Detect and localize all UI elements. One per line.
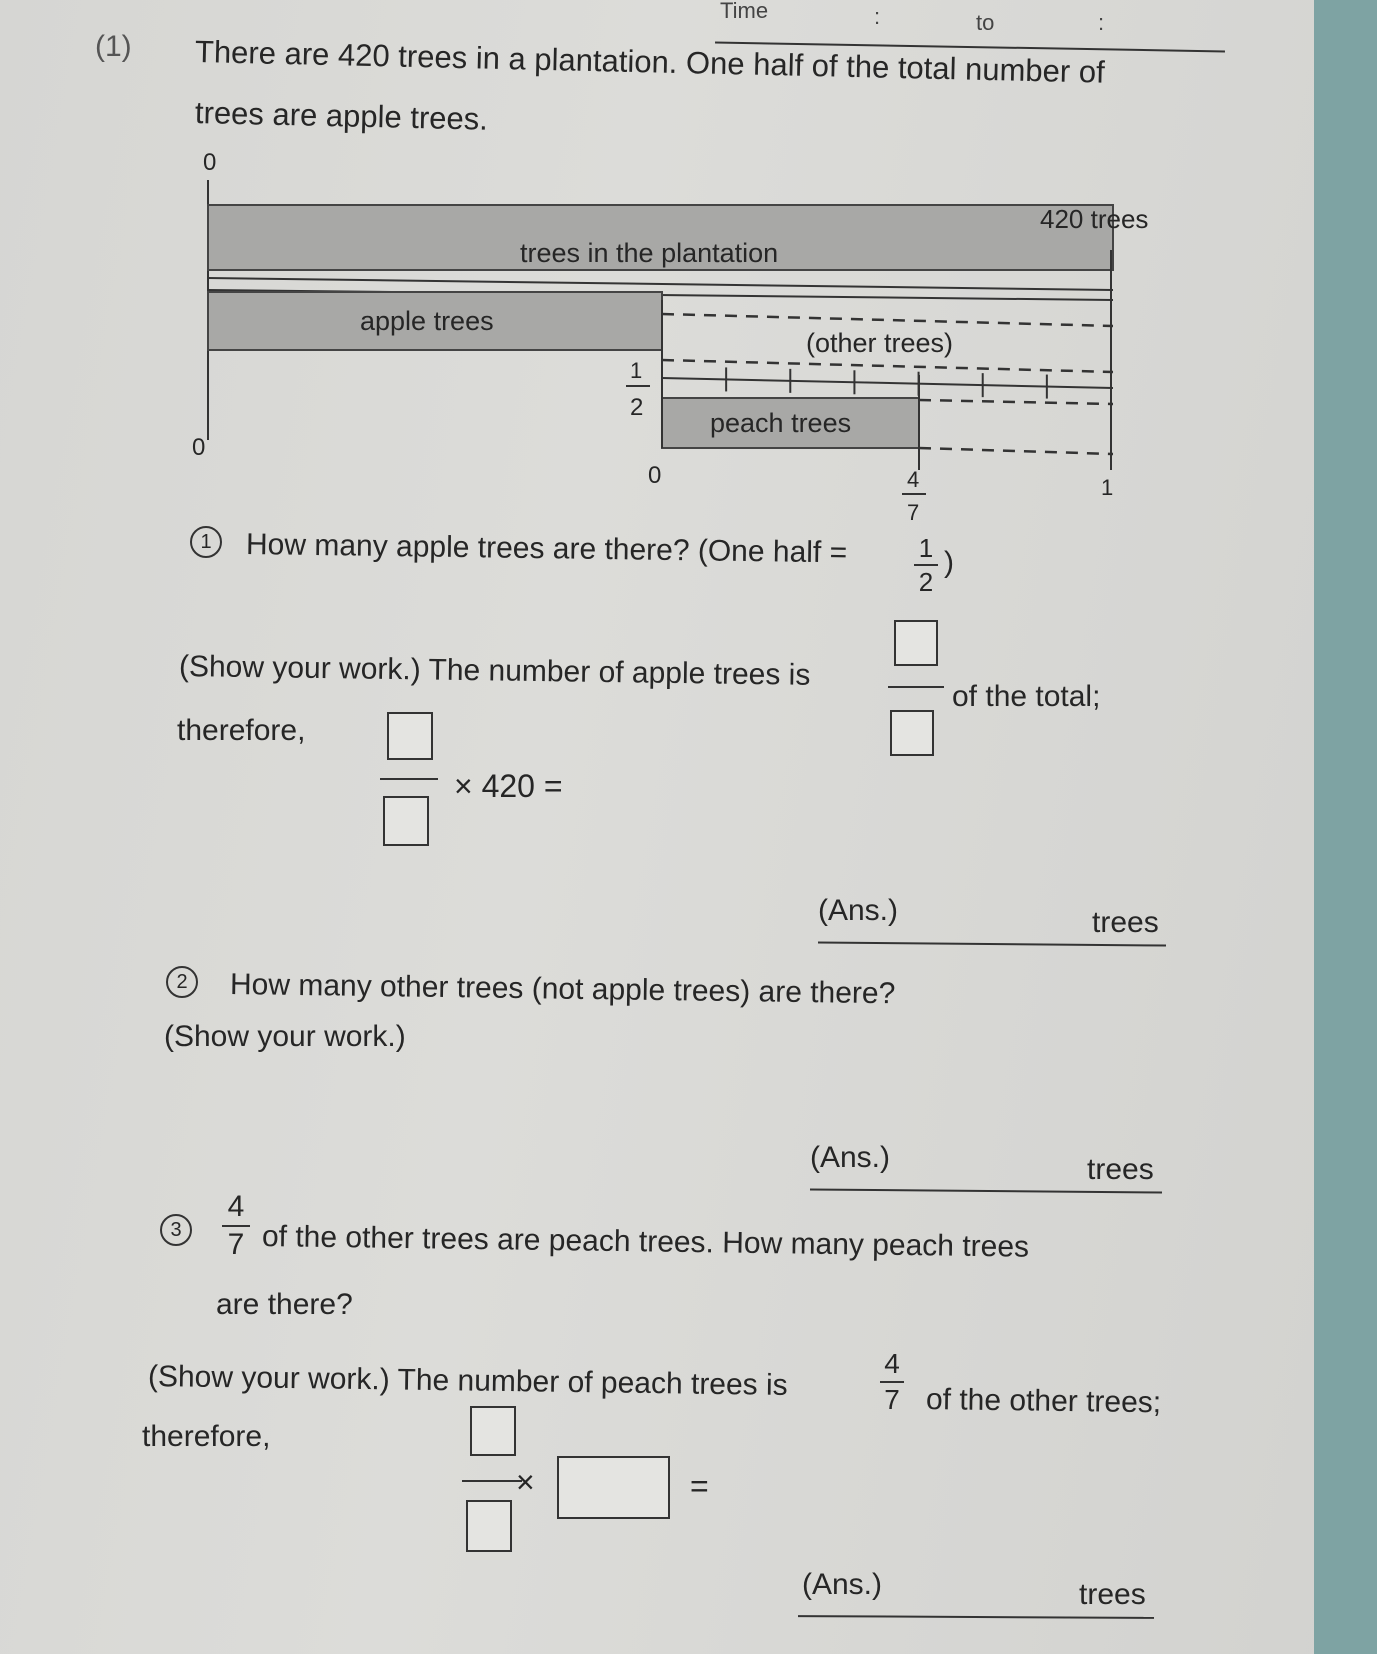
times-sign: × <box>516 1464 535 1500</box>
plantation-label: trees in the plantation <box>520 238 779 268</box>
problem-text: trees are apple trees. <box>194 95 489 137</box>
q1-work-tail: of the total; <box>952 680 1101 713</box>
numerator-answer-box[interactable] <box>894 620 938 666</box>
frac-den: 7 <box>907 500 920 525</box>
denominator-answer-box[interactable] <box>383 796 429 846</box>
mid-zero-label: 0 <box>648 462 662 489</box>
problem-number: (1) <box>95 30 132 63</box>
to-label: to <box>976 10 995 35</box>
equals-sign: = <box>690 1468 709 1504</box>
q2-work-text: (Show your work.) <box>164 1020 406 1053</box>
q3-unit: trees <box>1079 1578 1146 1611</box>
numerator-answer-box[interactable] <box>470 1406 516 1456</box>
q1-answer-line[interactable] <box>818 941 1166 946</box>
half-den: 2 <box>630 394 644 421</box>
peach-label: peach trees <box>710 408 852 438</box>
q3-fraction: 4 7 <box>222 1192 250 1260</box>
q3-work-text: (Show your work.) The number of peach trees is <box>147 1360 788 1402</box>
q3-answer-line[interactable] <box>798 1615 1154 1619</box>
question-marker-3: 3 <box>160 1214 192 1246</box>
question-marker-1: 1 <box>190 526 222 558</box>
denominator-answer-box[interactable] <box>890 710 934 756</box>
q1-unit: trees <box>1092 906 1159 939</box>
q3-ans-label: (Ans.) <box>802 1568 883 1601</box>
denominator-answer-box[interactable] <box>466 1500 512 1552</box>
top-zero-label: 0 <box>203 149 217 176</box>
q1-half: 1 2 <box>914 535 938 595</box>
time-colon: : <box>874 4 881 29</box>
q3-work-tail: of the other trees; <box>925 1383 1162 1420</box>
q2-unit: trees <box>1087 1153 1154 1186</box>
q2-text: How many other trees (not apple trees) are there? <box>229 968 896 1011</box>
q3-text: of the other trees are peach trees. How many peach trees <box>261 1220 1030 1264</box>
problem-text: There are 420 trees in a plantation. One half of the total number of <box>194 34 1106 90</box>
time-label: Time <box>720 0 769 23</box>
q3-text-2: are there? <box>216 1288 353 1321</box>
numerator-answer-box[interactable] <box>387 712 433 760</box>
q1-work-text: (Show your work.) The number of apple trees is <box>178 650 811 692</box>
half-num: 1 <box>630 358 643 383</box>
question-marker-2: 2 <box>166 966 198 998</box>
left-zero-label: 0 <box>192 434 206 461</box>
total-label: 420 trees <box>1040 204 1149 234</box>
tape-diagram <box>0 0 1377 540</box>
multiplier-answer-box[interactable] <box>557 1456 670 1519</box>
q1-text: How many apple trees are there? (One half = <box>245 528 848 570</box>
q1-ans-label: (Ans.) <box>818 894 899 927</box>
frac-num: 4 <box>907 467 920 492</box>
q2-answer-line[interactable] <box>810 1188 1162 1193</box>
other-trees-label: (other trees) <box>806 328 954 358</box>
q1-paren: ) <box>944 546 954 579</box>
therefore-label: therefore, <box>142 1420 271 1453</box>
therefore-label: therefore, <box>177 714 306 747</box>
q1-equation: × 420 = <box>454 768 563 804</box>
one-label: 1 <box>1101 475 1114 500</box>
q3-work-fraction: 4 7 <box>880 1350 904 1414</box>
q2-ans-label: (Ans.) <box>810 1141 891 1174</box>
apple-label: apple trees <box>360 306 494 336</box>
time-colon: : <box>1098 10 1105 35</box>
